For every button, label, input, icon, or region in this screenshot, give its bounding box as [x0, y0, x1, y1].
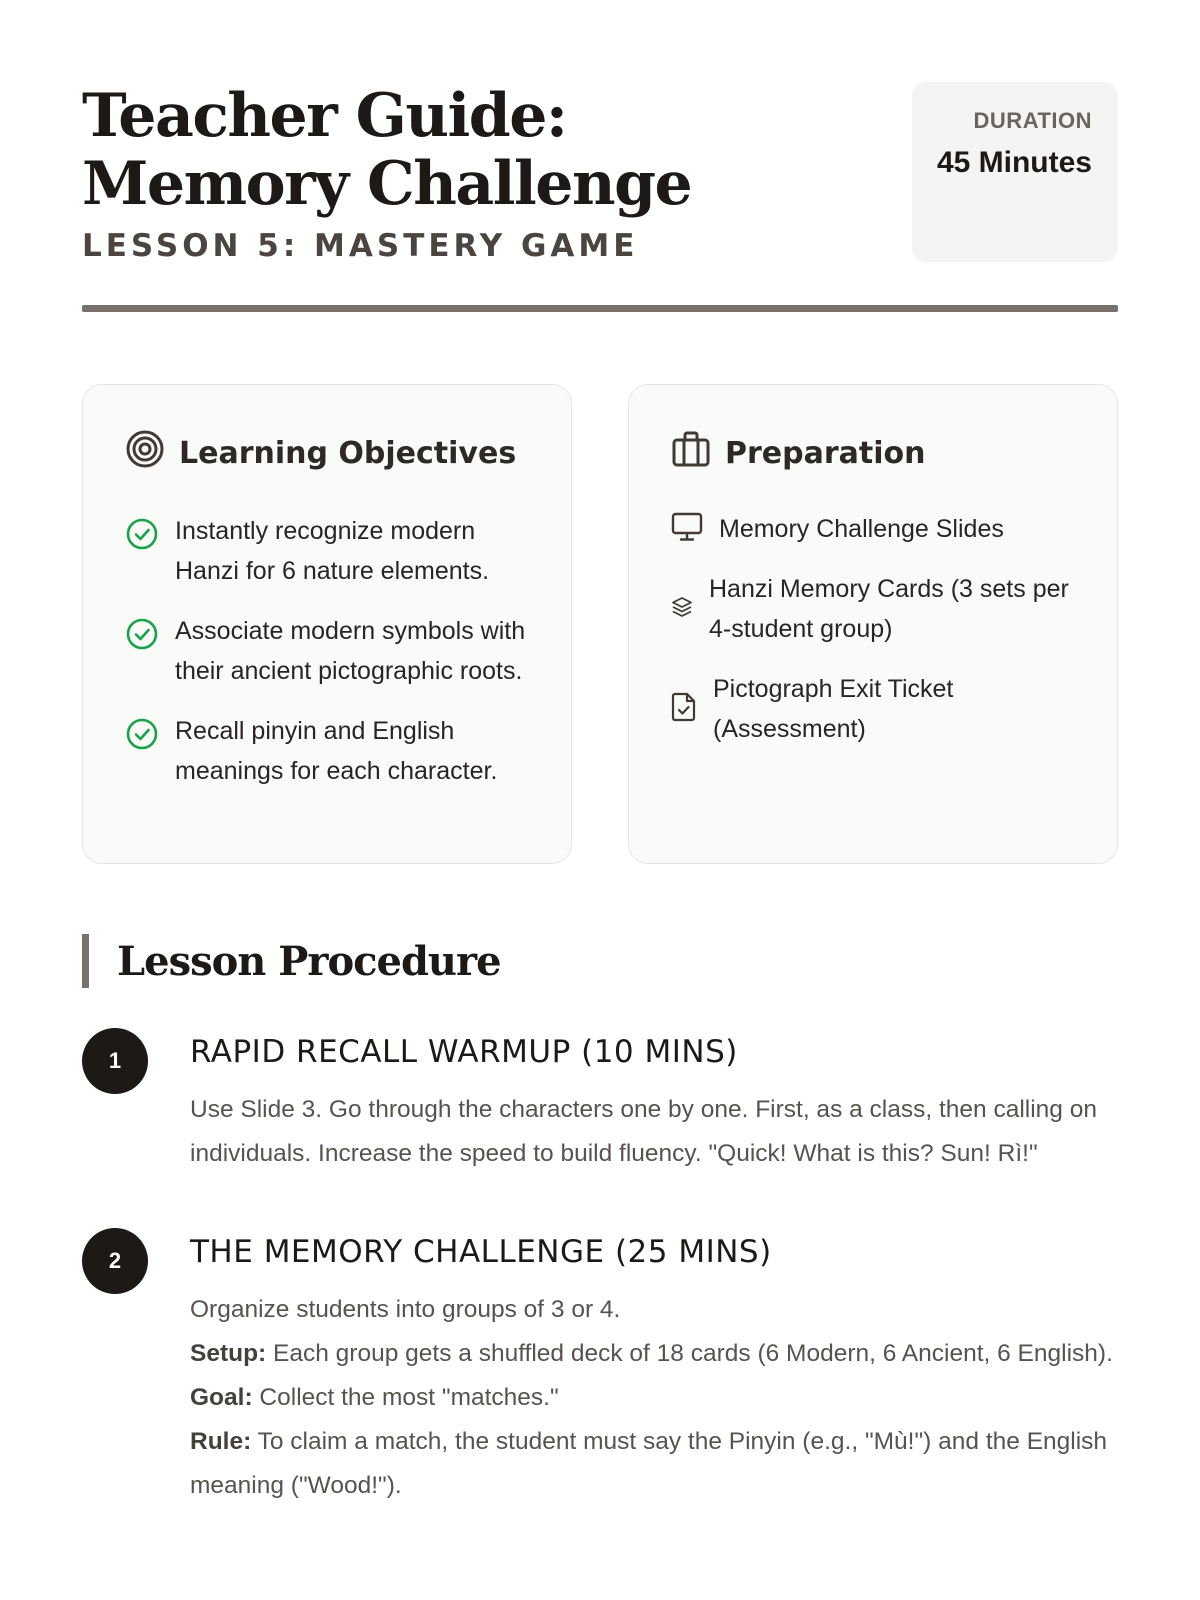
step-title: RAPID RECALL WARMUP (10 MINS) [190, 1034, 738, 1070]
step-title: THE MEMORY CHALLENGE (25 MINS) [190, 1234, 772, 1270]
preparation-item-text: Pictograph Exit Ticket (Assessment) [713, 675, 954, 743]
step-setup [190, 1332, 1118, 1376]
procedure-title: Lesson Procedure [117, 937, 501, 985]
header-divider [82, 305, 1118, 312]
preparation-card [628, 384, 1118, 864]
preparation-item-text: Memory Challenge Slides [719, 515, 1004, 543]
objectives-heading [125, 429, 531, 477]
rule-text: To claim a match, the student must say the Pinyin (e.g., "Mù!") and the English meaning ("Wood!"). [190, 1428, 1108, 1499]
objective-text: Recall pinyin and English meanings for each character. [175, 717, 498, 785]
step-number-badge: 1 [82, 1028, 148, 1094]
step-description [190, 1288, 1118, 1508]
procedure-heading [82, 934, 1118, 988]
goal-label: Goal: [190, 1384, 253, 1411]
duration-value: 45 Minutes [936, 146, 1092, 179]
check-circle-icon [125, 511, 159, 591]
step-rule [190, 1420, 1118, 1508]
objective-text: Instantly recognize modern Hanzi for 6 nature elements. [175, 517, 490, 585]
info-cards [82, 384, 1118, 864]
list-item [125, 711, 531, 791]
lesson-procedure [82, 934, 1118, 1508]
layers-icon [671, 596, 693, 623]
setup-text: Each group gets a shuffled deck of 18 cards (6 Modern, 6 Ancient, 6 English). [266, 1340, 1113, 1367]
duration-label: DURATION [973, 108, 1092, 133]
list-item [671, 509, 1077, 549]
rule-label: Rule: [190, 1428, 252, 1455]
file-check-icon [671, 692, 697, 727]
step-intro: Organize students into groups of 3 or 4. [190, 1296, 621, 1323]
monitor-icon [671, 512, 703, 547]
list-item [671, 669, 1077, 749]
step-goal [190, 1376, 1118, 1420]
lesson-subtitle: LESSON 5: MASTERY GAME [82, 228, 639, 264]
preparation-heading [671, 429, 1077, 477]
list-item [125, 611, 531, 691]
objectives-title: Learning Objectives [179, 435, 517, 471]
procedure-step [82, 1228, 1118, 1508]
duration-box [912, 82, 1118, 262]
page-title: Teacher Guide: Memory Challenge [82, 81, 692, 219]
preparation-list [671, 509, 1077, 749]
goal-text: Collect the most "matches." [252, 1384, 559, 1411]
list-item [125, 511, 531, 591]
objective-text: Associate modern symbols with their ancient pictographic roots. [175, 617, 526, 685]
briefcase-icon [671, 429, 711, 477]
guide-header [82, 0, 1118, 318]
step-description: Use Slide 3. Go through the characters one by one. First, as a class, then calling on individuals. Increase the speed to build fluency. "Quick! What is this? Sun! Rì!" [190, 1096, 1097, 1167]
preparation-item-text: Hanzi Memory Cards (3 sets per 4-student group) [709, 575, 1069, 643]
check-circle-icon [125, 711, 159, 791]
target-icon [125, 429, 165, 477]
check-circle-icon [125, 611, 159, 691]
procedure-step [82, 1028, 1118, 1176]
objectives-card [82, 384, 572, 864]
setup-label: Setup: [190, 1340, 267, 1367]
list-item [671, 569, 1077, 649]
objectives-list [125, 511, 531, 791]
preparation-title: Preparation [725, 435, 926, 471]
step-number-badge: 2 [82, 1228, 148, 1294]
